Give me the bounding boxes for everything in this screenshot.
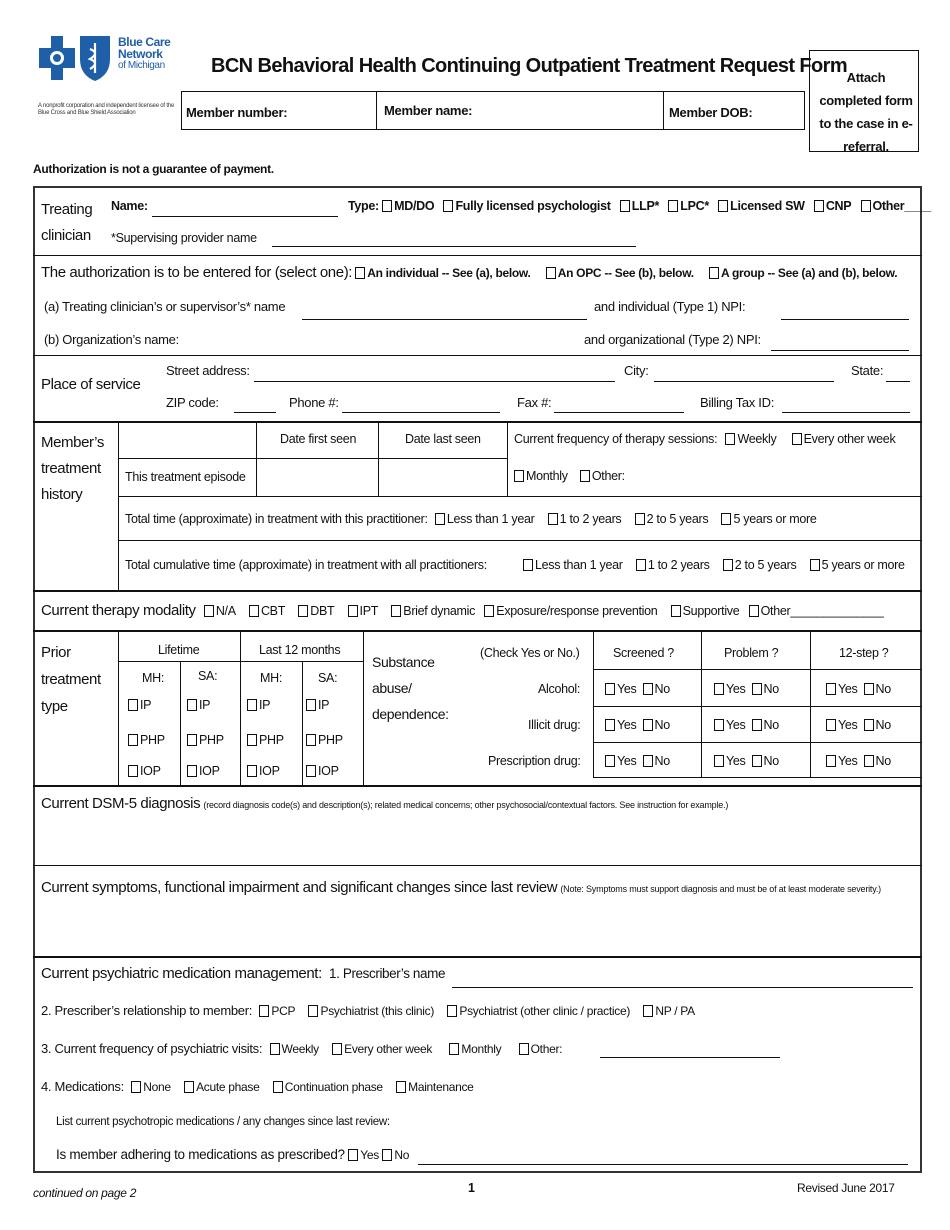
date-first-seen-header: Date first seen — [280, 432, 357, 446]
modality-brief-dynamic-checkbox[interactable] — [391, 605, 401, 617]
lifetime-mh-php-checkbox[interactable] — [128, 734, 138, 746]
frequency-row-1: Current frequency of therapy sessions: Weekly Every other week — [514, 432, 896, 446]
prior-label-1: Prior — [41, 644, 71, 661]
freq-every-other-week-checkbox[interactable] — [792, 433, 802, 445]
type-sw-checkbox[interactable] — [718, 200, 728, 212]
visit-frequency-row: 3. Current frequency of psychiatric visits: Weekly Every other week Monthly Other: — [41, 1041, 563, 1056]
freq-weekly-checkbox[interactable] — [725, 433, 735, 445]
modality-ipt-checkbox[interactable] — [348, 605, 358, 617]
adhering-yes-checkbox[interactable] — [348, 1149, 358, 1161]
symptoms-field[interactable] — [36, 902, 919, 954]
prescription-drug-label: Prescription drug: — [488, 754, 581, 768]
auth-a-name-field[interactable] — [302, 319, 587, 320]
substance-check-note: (Check Yes or No.) — [480, 646, 580, 660]
symptoms-row — [41, 881, 881, 896]
supervising-provider-label: *Supervising provider name — [111, 231, 257, 245]
last12-mh-iop-checkbox[interactable] — [247, 765, 257, 777]
this-less-1-year-checkbox[interactable] — [435, 513, 445, 525]
phone-label: Phone #: — [289, 395, 339, 410]
revised-date: Revised June 2017 — [797, 1181, 895, 1195]
lifetime-sa-iop-checkbox[interactable] — [187, 765, 197, 777]
attach-note: Attach completed form to the case in e-referral. — [819, 70, 913, 154]
state-label: State: — [851, 363, 884, 378]
zip-label: ZIP code: — [166, 395, 219, 410]
treating-label-1: Treating — [41, 201, 93, 218]
modality-label: Current therapy modality — [41, 602, 196, 619]
last12-sa-ip-checkbox[interactable] — [306, 699, 316, 711]
alcohol-screened-yes-checkbox[interactable] — [605, 683, 615, 695]
history-label-1: Member’s — [41, 434, 104, 451]
modality-exposure-checkbox[interactable] — [484, 605, 494, 617]
prescription-problem-yes-checkbox[interactable] — [714, 755, 724, 767]
prescriber-name-label: 1. Prescriber’s name — [329, 966, 446, 981]
illicit-problem-no-checkbox[interactable] — [752, 719, 762, 731]
last12-sa-iop-checkbox[interactable] — [306, 765, 316, 777]
illicit-drug-label: Illicit drug: — [528, 718, 581, 732]
alcohol-screened-no-checkbox[interactable] — [643, 683, 653, 695]
auth-opc-checkbox[interactable] — [546, 267, 556, 279]
prescription-screened-yes-checkbox[interactable] — [605, 755, 615, 767]
modality-row: Current therapy modality N/A CBT DBT IPT Brief dynamic Exposure/response prevention Supportive Other______________ — [41, 602, 884, 619]
dsm-field[interactable] — [36, 818, 919, 863]
med-heading: Current psychiatric medication management: — [41, 965, 322, 982]
modality-supportive-checkbox[interactable] — [671, 605, 681, 617]
adhering-label: Is member adhering to medications as prescribed? — [56, 1147, 345, 1162]
member-name-label: Member name: — [384, 103, 473, 118]
brand-line-3: of Michigan — [118, 60, 165, 71]
visit-frequency-label: 3. Current frequency of psychiatric visits: — [41, 1041, 263, 1056]
city-field[interactable] — [654, 381, 834, 382]
logo-disclaimer: A nonprofit corporation and independent licensee of the Blue Cross and Blue Shield Association — [38, 103, 175, 116]
lifetime-sa-ip-checkbox[interactable] — [187, 699, 197, 711]
street-field[interactable] — [254, 381, 615, 382]
alcohol-step-yes-checkbox[interactable] — [826, 683, 836, 695]
date-first-seen-field[interactable] — [258, 460, 376, 495]
alcohol-step-no-checkbox[interactable] — [864, 683, 874, 695]
illicit-step-no-checkbox[interactable] — [864, 719, 874, 731]
last12-mh-php-checkbox[interactable] — [247, 734, 257, 746]
brand-line-2: Network — [118, 47, 163, 61]
adhering-field[interactable] — [418, 1164, 908, 1165]
history-label-3: history — [41, 486, 83, 503]
form-title: BCN Behavioral Health Continuing Outpatient Treatment Request Form — [211, 55, 848, 77]
symptoms-heading: Current symptoms, functional impairment and significant changes since last review — [41, 879, 558, 896]
modality-dbt-checkbox[interactable] — [298, 605, 308, 617]
date-last-seen-header: Date last seen — [405, 432, 481, 446]
illicit-screened-yes-checkbox[interactable] — [605, 719, 615, 731]
last-12-months-header: Last 12 months — [259, 643, 341, 657]
auth-b-label: (b) Organization’s name: — [44, 332, 179, 347]
authorization-row: The authorization is to be entered for (select one): An individual -- See (a), below. An OPC -- See (b), below. A group -- See (a) and (b), below. — [41, 264, 898, 281]
medications-row: 4. Medications: None Acute phase Continuation phase Maintenance — [41, 1079, 474, 1094]
freq-other-checkbox[interactable] — [580, 470, 590, 482]
medications-label: 4. Medications: — [41, 1079, 124, 1094]
type-psychologist-checkbox[interactable] — [443, 200, 453, 212]
substance-label-2: abuse/ — [372, 680, 412, 696]
adhering-no-checkbox[interactable] — [382, 1149, 392, 1161]
this-1-2-years-checkbox[interactable] — [548, 513, 558, 525]
substance-label-3: dependence: — [372, 706, 449, 722]
med-list-field[interactable] — [380, 1110, 910, 1132]
auth-a-npi-label: and individual (Type 1) NPI: — [594, 299, 746, 314]
phone-field[interactable] — [342, 412, 500, 413]
prescription-step-yes-checkbox[interactable] — [826, 755, 836, 767]
prior-label-2: treatment — [41, 671, 101, 688]
dsm-note: (record diagnosis code(s) and description(s); related medical concerns; other psychosocial/contextual factors. See instruction for example.) — [203, 800, 729, 810]
last12-mh-header: MH: — [260, 671, 283, 685]
relationship-pcp-checkbox[interactable] — [259, 1005, 269, 1017]
modality-na-checkbox[interactable] — [204, 605, 214, 617]
med-continuation-checkbox[interactable] — [273, 1081, 283, 1093]
lifetime-mh-iop-checkbox[interactable] — [128, 765, 138, 777]
type-llp-checkbox[interactable] — [620, 200, 630, 212]
visit-monthly-checkbox[interactable] — [449, 1043, 459, 1055]
authorization-note: Authorization is not a guarantee of payment. — [33, 162, 274, 176]
brand-line-1: Blue Care — [118, 35, 171, 49]
history-label-2: treatment — [41, 460, 101, 477]
alcohol-problem-no-checkbox[interactable] — [752, 683, 762, 695]
page-number: 1 — [468, 1181, 475, 1195]
visit-other-field[interactable] — [600, 1057, 780, 1058]
place-of-service-label: Place of service — [41, 376, 141, 393]
type-other-checkbox[interactable] — [861, 200, 871, 212]
supervising-provider-field[interactable] — [272, 246, 636, 247]
authorization-heading: The authorization is to be entered for (select one): — [41, 264, 353, 281]
illicit-screened-no-checkbox[interactable] — [643, 719, 653, 731]
alcohol-label: Alcohol: — [538, 682, 581, 696]
treatment-episode-label: This treatment episode — [125, 470, 246, 484]
visit-weekly-checkbox[interactable] — [270, 1043, 280, 1055]
problem-header: Problem ? — [724, 646, 779, 660]
modality-other-checkbox[interactable] — [749, 605, 759, 617]
total-this-practitioner-row: Total time (approximate) in treatment with this practitioner: Less than 1 year 1 to 2 years 2 to 5 years 5 years or more — [125, 512, 817, 526]
auth-group-checkbox[interactable] — [709, 267, 719, 279]
relationship-label: 2. Prescriber’s relationship to member: — [41, 1003, 253, 1018]
treating-type-label: Type: — [348, 199, 379, 213]
lifetime-header: Lifetime — [158, 643, 200, 657]
symptoms-note: (Note: Symptoms must support diagnosis and must be of at least moderate severity.) — [560, 884, 881, 894]
illicit-problem-yes-checkbox[interactable] — [714, 719, 724, 731]
prior-label-3: type — [41, 698, 68, 715]
frequency-row-2: Monthly Other: — [514, 469, 631, 483]
adhering-row: Is member adhering to medications as prescribed? Yes No — [56, 1147, 410, 1162]
total-all-practitioners-label: Total cumulative time (approximate) in treatment with all practitioners: — [125, 558, 487, 572]
total-all-practitioners-options: Less than 1 year 1 to 2 years 2 to 5 years 5 years or more — [523, 558, 911, 572]
lifetime-mh-ip-checkbox[interactable] — [128, 699, 138, 711]
type-cnp-checkbox[interactable] — [814, 200, 824, 212]
treating-name-field[interactable] — [152, 216, 338, 217]
this-2-5-years-checkbox[interactable] — [635, 513, 645, 525]
relationship-psych-other-checkbox[interactable] — [447, 1005, 457, 1017]
med-heading-row — [41, 967, 445, 981]
auth-a-label: (a) Treating clinician’s or supervisor’s* name — [44, 299, 286, 314]
fax-label: Fax #: — [517, 395, 552, 410]
auth-individual-checkbox[interactable] — [355, 267, 365, 279]
treating-type-row: Type: MD/DO Fully licensed psychologist LLP* LPC* Licensed SW CNP Other____ — [348, 199, 931, 213]
fax-field[interactable] — [554, 412, 684, 413]
prescription-step-no-checkbox[interactable] — [864, 755, 874, 767]
med-none-checkbox[interactable] — [131, 1081, 141, 1093]
lifetime-sa-header: SA: — [198, 669, 218, 683]
all-1-2-years-checkbox[interactable] — [636, 559, 646, 571]
relationship-np-pa-checkbox[interactable] — [643, 1005, 653, 1017]
freq-monthly-checkbox[interactable] — [514, 470, 524, 482]
relationship-row: 2. Prescriber’s relationship to member: PCP Psychiatrist (this clinic) Psychiatrist (other clinic / practice) NP / PA — [41, 1003, 695, 1018]
all-5-plus-years-checkbox[interactable] — [810, 559, 820, 571]
street-label: Street address: — [166, 363, 250, 378]
screened-header: Screened ? — [613, 646, 674, 660]
blue-shield-icon — [78, 33, 112, 83]
city-label: City: — [624, 363, 649, 378]
prescriber-name-field[interactable] — [452, 987, 913, 988]
visit-other-checkbox[interactable] — [519, 1043, 529, 1055]
type-lpc-checkbox[interactable] — [668, 200, 678, 212]
treating-name-label: Name: — [111, 199, 148, 213]
continued-note: continued on page 2 — [33, 1186, 137, 1200]
dsm-row — [41, 797, 728, 812]
auth-b-npi-field[interactable] — [771, 350, 909, 351]
last12-mh-ip-checkbox[interactable] — [247, 699, 257, 711]
auth-b-npi-label: and organizational (Type 2) NPI: — [584, 332, 761, 347]
last12-sa-header: SA: — [318, 671, 338, 685]
lifetime-mh-header: MH: — [142, 671, 165, 685]
type-md-checkbox[interactable] — [382, 200, 392, 212]
modality-cbt-checkbox[interactable] — [249, 605, 259, 617]
substance-label-1: Substance — [372, 654, 435, 670]
twelve-step-header: 12-step ? — [839, 646, 889, 660]
all-less-1-year-checkbox[interactable] — [523, 559, 533, 571]
tax-id-label: Billing Tax ID: — [700, 395, 775, 410]
lifetime-sa-php-checkbox[interactable] — [187, 734, 197, 746]
visit-every-other-week-checkbox[interactable] — [332, 1043, 342, 1055]
last12-sa-php-checkbox[interactable] — [306, 734, 316, 746]
illicit-step-yes-checkbox[interactable] — [826, 719, 836, 731]
all-2-5-years-checkbox[interactable] — [723, 559, 733, 571]
relationship-psych-this-checkbox[interactable] — [308, 1005, 318, 1017]
state-field[interactable] — [886, 381, 910, 382]
med-maintenance-checkbox[interactable] — [396, 1081, 406, 1093]
zip-field[interactable] — [234, 412, 276, 413]
member-number-label: Member number: — [186, 105, 288, 120]
med-list-label: List current psychotropic medications / any changes since last review: — [56, 1116, 390, 1128]
prescription-screened-no-checkbox[interactable] — [643, 755, 653, 767]
member-dob-label: Member DOB: — [669, 105, 753, 120]
auth-a-npi-field[interactable] — [781, 319, 909, 320]
logo — [38, 33, 178, 123]
blue-cross-icon — [38, 33, 76, 83]
tax-id-field[interactable] — [782, 412, 910, 413]
med-acute-checkbox[interactable] — [184, 1081, 194, 1093]
prescription-problem-no-checkbox[interactable] — [752, 755, 762, 767]
alcohol-problem-yes-checkbox[interactable] — [714, 683, 724, 695]
date-last-seen-field[interactable] — [380, 460, 505, 495]
this-5-plus-years-checkbox[interactable] — [721, 513, 731, 525]
treating-label-2: clinician — [41, 227, 91, 244]
dsm-heading: Current DSM-5 diagnosis — [41, 795, 201, 812]
